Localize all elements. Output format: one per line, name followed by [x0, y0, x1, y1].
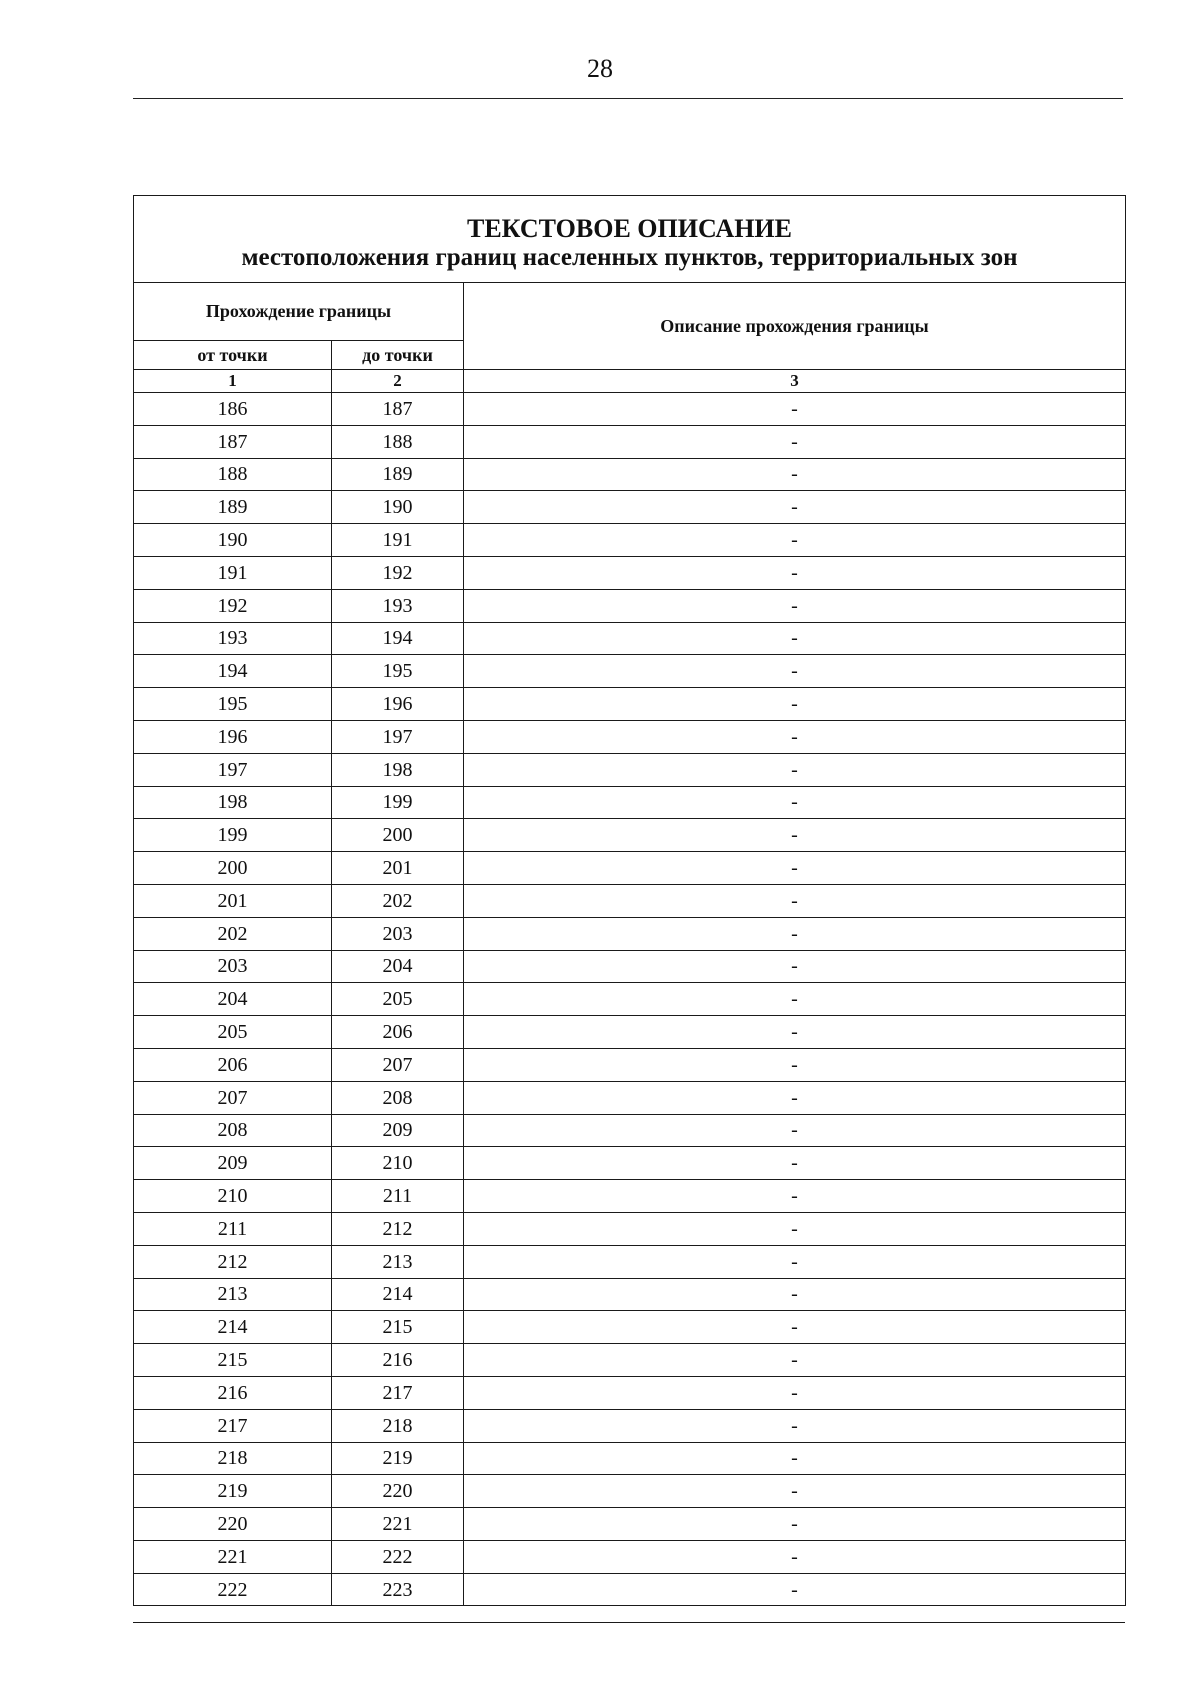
table-row	[134, 1180, 1126, 1213]
table-row	[134, 1573, 1126, 1606]
cell-description: -	[464, 491, 1126, 524]
table-row	[134, 983, 1126, 1016]
cell-to-point: 204	[332, 950, 464, 983]
cell-to-point: 219	[332, 1442, 464, 1475]
cell-from-point: 187	[134, 425, 332, 458]
cell-to-point: 222	[332, 1540, 464, 1573]
cell-from-point: 203	[134, 950, 332, 983]
cell-description: -	[464, 1016, 1126, 1049]
cell-description: -	[464, 786, 1126, 819]
header-from-point: от точки	[134, 341, 332, 370]
cell-from-point: 189	[134, 491, 332, 524]
table-row	[134, 1508, 1126, 1541]
table-row	[134, 1376, 1126, 1409]
cell-from-point: 215	[134, 1344, 332, 1377]
cell-description: -	[464, 1114, 1126, 1147]
cell-description: -	[464, 753, 1126, 786]
cell-description: -	[464, 1212, 1126, 1245]
table-title	[134, 196, 1126, 283]
cell-to-point: 220	[332, 1475, 464, 1508]
table-row	[134, 1409, 1126, 1442]
table-row	[134, 852, 1126, 885]
cell-from-point: 219	[134, 1475, 332, 1508]
table-row	[134, 524, 1126, 557]
table-row	[134, 1475, 1126, 1508]
cell-from-point: 197	[134, 753, 332, 786]
cell-to-point: 213	[332, 1245, 464, 1278]
table-body	[134, 393, 1126, 1606]
cell-from-point: 186	[134, 393, 332, 426]
cell-to-point: 195	[332, 655, 464, 688]
cell-description: -	[464, 1475, 1126, 1508]
cell-from-point: 207	[134, 1081, 332, 1114]
cell-description: -	[464, 655, 1126, 688]
cell-description: -	[464, 1540, 1126, 1573]
cell-from-point: 193	[134, 622, 332, 655]
cell-to-point: 206	[332, 1016, 464, 1049]
table-row	[134, 1147, 1126, 1180]
cell-description: -	[464, 819, 1126, 852]
table-row	[134, 1212, 1126, 1245]
cell-from-point: 209	[134, 1147, 332, 1180]
table-row	[134, 1016, 1126, 1049]
table-row	[134, 1442, 1126, 1475]
cell-description: -	[464, 1442, 1126, 1475]
column-number-2: 2	[332, 370, 464, 393]
cell-description: -	[464, 1278, 1126, 1311]
cell-from-point: 205	[134, 1016, 332, 1049]
cell-from-point: 199	[134, 819, 332, 852]
cell-from-point: 214	[134, 1311, 332, 1344]
table-row	[134, 491, 1126, 524]
cell-to-point: 217	[332, 1376, 464, 1409]
cell-to-point: 216	[332, 1344, 464, 1377]
table-row	[134, 1344, 1126, 1377]
cell-from-point: 217	[134, 1409, 332, 1442]
cell-description: -	[464, 524, 1126, 557]
cell-from-point: 210	[134, 1180, 332, 1213]
cell-from-point: 213	[134, 1278, 332, 1311]
cell-to-point: 214	[332, 1278, 464, 1311]
table-row	[134, 720, 1126, 753]
cell-description: -	[464, 720, 1126, 753]
cell-to-point: 209	[332, 1114, 464, 1147]
cell-description: -	[464, 852, 1126, 885]
cell-to-point: 211	[332, 1180, 464, 1213]
cell-description: -	[464, 589, 1126, 622]
cell-to-point: 192	[332, 556, 464, 589]
table-row	[134, 589, 1126, 622]
cell-to-point: 188	[332, 425, 464, 458]
cell-from-point: 192	[134, 589, 332, 622]
cell-description: -	[464, 1081, 1126, 1114]
cell-from-point: 222	[134, 1573, 332, 1606]
cell-from-point: 200	[134, 852, 332, 885]
cell-to-point: 190	[332, 491, 464, 524]
table-row	[134, 1540, 1126, 1573]
cell-description: -	[464, 1508, 1126, 1541]
cell-to-point: 196	[332, 688, 464, 721]
header-rule	[133, 98, 1123, 99]
cell-to-point: 212	[332, 1212, 464, 1245]
table-bottom-rule	[133, 1622, 1125, 1623]
cell-from-point: 201	[134, 884, 332, 917]
cell-to-point: 191	[332, 524, 464, 557]
table-row	[134, 950, 1126, 983]
column-number-3: 3	[464, 370, 1126, 393]
cell-to-point: 208	[332, 1081, 464, 1114]
boundary-description-table	[133, 195, 1126, 1606]
table-row	[134, 753, 1126, 786]
cell-description: -	[464, 983, 1126, 1016]
cell-from-point: 195	[134, 688, 332, 721]
cell-to-point: 201	[332, 852, 464, 885]
cell-to-point: 197	[332, 720, 464, 753]
cell-from-point: 220	[134, 1508, 332, 1541]
cell-from-point: 212	[134, 1245, 332, 1278]
cell-from-point: 190	[134, 524, 332, 557]
cell-description: -	[464, 884, 1126, 917]
cell-to-point: 187	[332, 393, 464, 426]
cell-from-point: 216	[134, 1376, 332, 1409]
table-row	[134, 458, 1126, 491]
header-boundary-passage: Прохождение границы	[134, 283, 464, 341]
cell-description: -	[464, 622, 1126, 655]
cell-description: -	[464, 1048, 1126, 1081]
cell-description: -	[464, 393, 1126, 426]
table-row	[134, 1081, 1126, 1114]
cell-description: -	[464, 458, 1126, 491]
cell-description: -	[464, 1147, 1126, 1180]
cell-description: -	[464, 1573, 1126, 1606]
table-row	[134, 622, 1126, 655]
cell-description: -	[464, 688, 1126, 721]
cell-to-point: 198	[332, 753, 464, 786]
cell-to-point: 221	[332, 1508, 464, 1541]
cell-from-point: 221	[134, 1540, 332, 1573]
cell-from-point: 208	[134, 1114, 332, 1147]
header-description: Описание прохождения границы	[464, 283, 1126, 370]
cell-to-point: 194	[332, 622, 464, 655]
cell-description: -	[464, 1409, 1126, 1442]
cell-to-point: 218	[332, 1409, 464, 1442]
cell-description: -	[464, 425, 1126, 458]
cell-from-point: 191	[134, 556, 332, 589]
cell-from-point: 196	[134, 720, 332, 753]
cell-description: -	[464, 1245, 1126, 1278]
table-row	[134, 786, 1126, 819]
cell-description: -	[464, 1376, 1126, 1409]
cell-to-point: 203	[332, 917, 464, 950]
cell-to-point: 207	[332, 1048, 464, 1081]
cell-to-point: 189	[332, 458, 464, 491]
cell-from-point: 198	[134, 786, 332, 819]
table-row	[134, 1114, 1126, 1147]
cell-from-point: 206	[134, 1048, 332, 1081]
table-row	[134, 917, 1126, 950]
page-number: 28	[587, 54, 613, 83]
cell-to-point: 200	[332, 819, 464, 852]
cell-description: -	[464, 1344, 1126, 1377]
cell-to-point: 215	[332, 1311, 464, 1344]
table-row	[134, 655, 1126, 688]
column-number-1: 1	[134, 370, 332, 393]
table-row	[134, 819, 1126, 852]
cell-from-point: 218	[134, 1442, 332, 1475]
table-row	[134, 425, 1126, 458]
cell-to-point: 210	[332, 1147, 464, 1180]
cell-to-point: 223	[332, 1573, 464, 1606]
cell-from-point: 202	[134, 917, 332, 950]
cell-from-point: 188	[134, 458, 332, 491]
cell-description: -	[464, 1180, 1126, 1213]
cell-from-point: 194	[134, 655, 332, 688]
table-row	[134, 688, 1126, 721]
cell-description: -	[464, 1311, 1126, 1344]
table-row	[134, 1245, 1126, 1278]
table-row	[134, 884, 1126, 917]
table-row	[134, 1278, 1126, 1311]
header-to-point: до точки	[332, 341, 464, 370]
table-row	[134, 393, 1126, 426]
cell-from-point: 211	[134, 1212, 332, 1245]
cell-to-point: 193	[332, 589, 464, 622]
cell-description: -	[464, 917, 1126, 950]
table-header	[134, 196, 1126, 393]
cell-description: -	[464, 950, 1126, 983]
cell-from-point: 204	[134, 983, 332, 1016]
cell-to-point: 205	[332, 983, 464, 1016]
cell-to-point: 199	[332, 786, 464, 819]
title-subtitle: местоположения границ населенных пунктов, территориальных зон	[241, 244, 1018, 271]
table-row	[134, 1311, 1126, 1344]
cell-description: -	[464, 556, 1126, 589]
table-row	[134, 1048, 1126, 1081]
title-main: ТЕКСТОВОЕ ОПИСАНИЕ	[466, 214, 792, 243]
table-row	[134, 556, 1126, 589]
cell-to-point: 202	[332, 884, 464, 917]
